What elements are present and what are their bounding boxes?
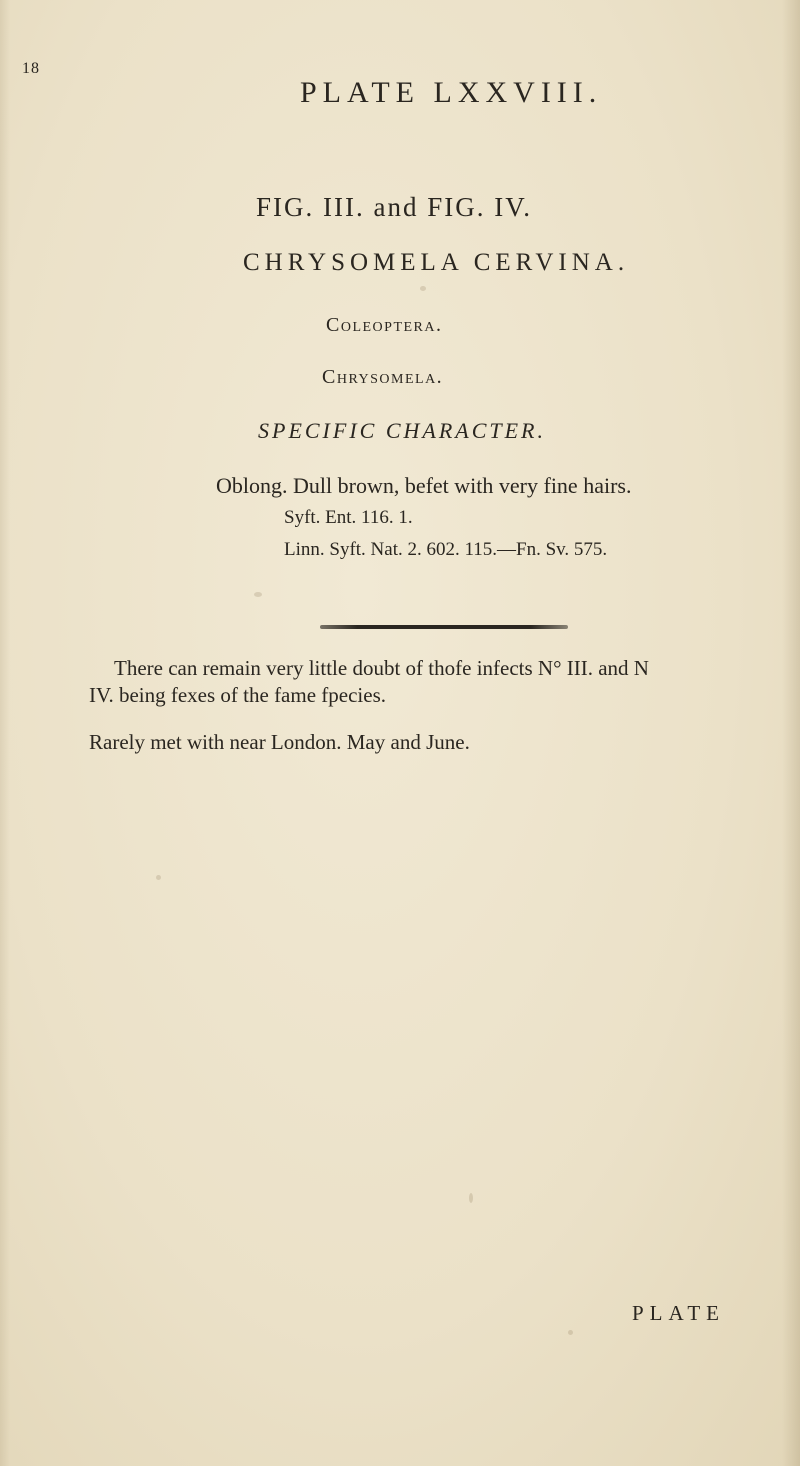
page-number: 18 — [22, 60, 40, 77]
body-text-line: Rarely met with near London. May and June. — [89, 730, 470, 754]
figure-heading: FIG. III. and FIG. IV. — [256, 192, 532, 222]
order-name: Coleoptera. — [326, 314, 443, 336]
species-name: CHRYSOMELA CERVINA. — [243, 249, 630, 276]
running-head: PLATE LXXVIII. — [300, 76, 603, 109]
body-text-line: There can remain very little doubt of thofe infects N° III. and N — [114, 656, 649, 680]
reference-line: Syft. Ent. 116. 1. — [284, 507, 413, 528]
species-description: Oblong. Dull brown, befet with very fine hairs. — [216, 473, 632, 498]
specific-character-heading: SPECIFIC CHARACTER. — [258, 418, 546, 443]
body-text-line: IV. being fexes of the fame fpecies. — [89, 683, 386, 707]
paper-spot — [254, 592, 262, 597]
catchword: PLATE — [632, 1301, 725, 1325]
genus-name: Chrysomela. — [322, 366, 444, 388]
paper-spot — [568, 1330, 573, 1335]
page-edge-shadow-left — [0, 0, 10, 1466]
paper-spot — [420, 286, 426, 291]
reference-line: Linn. Syft. Nat. 2. 602. 115.—Fn. Sv. 575. — [284, 539, 608, 560]
page-edge-shadow-right — [782, 0, 800, 1466]
paper-spot — [156, 875, 161, 880]
section-divider — [320, 625, 568, 629]
paper-spot — [469, 1193, 473, 1203]
